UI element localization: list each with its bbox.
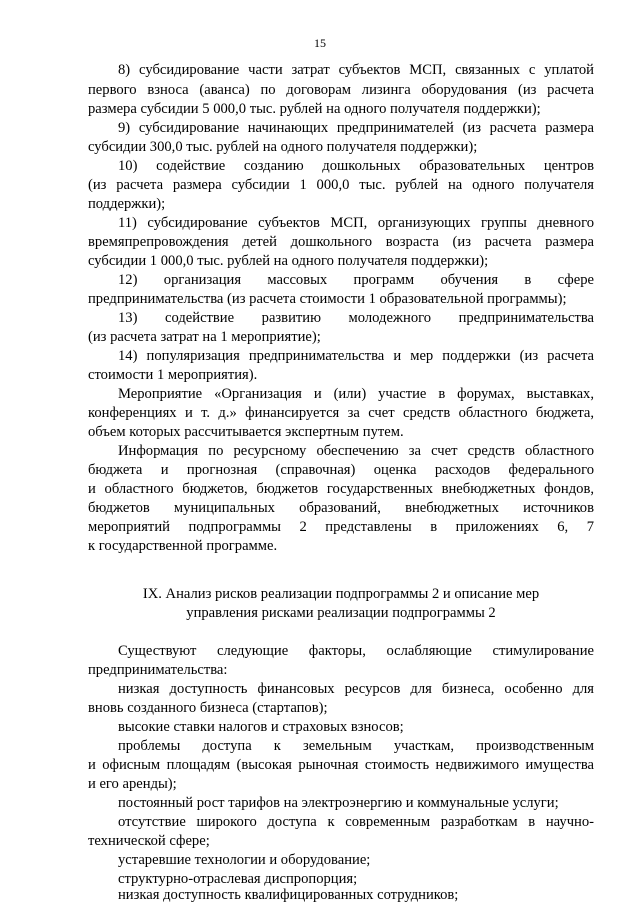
paragraph-line: высокие ставки налогов и страховых взносов; (118, 719, 404, 735)
paragraph-line: бюджетов муниципальных образований, внебюджетных источников (88, 500, 594, 516)
paragraph-line: Информация по ресурсному обеспечению за счет средств областного (118, 443, 594, 459)
paragraph-line: постоянный рост тарифов на электроэнергию и коммунальные услуги; (118, 795, 559, 811)
paragraph-line: поддержки); (88, 196, 166, 212)
section-heading: IX. Анализ рисков реализации подпрограммы 2 и описание мер (142, 586, 540, 602)
paragraph-line: проблемы доступа к земельным участкам, производственным (118, 738, 594, 754)
paragraph-line: (из расчета размера субсидии 1 000,0 тыс. рублей на одного получателя (88, 177, 594, 193)
paragraph-line: и областного бюджетов, бюджетов государственных внебюджетных фондов, (88, 481, 594, 497)
paragraph-line: 11) субсидирование субъектов МСП, организующих группы дневного (118, 215, 594, 231)
paragraph-line: Существуют следующие факторы, ослабляющие стимулирование (118, 643, 594, 659)
section-heading: управления рисками реализации подпрограммы 2 (186, 605, 496, 621)
paragraph-line: низкая доступность финансовых ресурсов для бизнеса, особенно для (118, 681, 594, 697)
paragraph-line: к государственной программе. (88, 538, 278, 554)
paragraph-line: конференциях и т. д.» финансируется за счет средств областного бюджета, (88, 405, 594, 421)
paragraph-line: предпринимательства (из расчета стоимости 1 образовательной программы); (88, 291, 567, 307)
paragraph-line: первого взноса (аванса) по договорам лизинга оборудования (из расчета (88, 82, 594, 98)
paragraph-line: времяпрепровождения детей дошкольного возраста (из расчета размера (88, 234, 594, 250)
paragraph-line: 12) организация массовых программ обучения в сфере (118, 272, 594, 288)
paragraph-line: (из расчета затрат на 1 мероприятие); (88, 329, 321, 345)
paragraph-line: структурно-отраслевая диспропорция; (118, 871, 358, 887)
paragraph-line: объем которых рассчитывается экспертным путем. (88, 424, 404, 440)
paragraph-line: и офисным площадям (высокая рыночная стоимость недвижимого имущества (88, 757, 594, 773)
page-number: 15 (314, 36, 326, 50)
paragraph-line: 10) содействие созданию дошкольных образовательных центров (118, 158, 594, 174)
paragraph-line: Мероприятие «Организация и (или) участие в форумах, выставках, (118, 386, 594, 402)
paragraph-line: размера субсидии 5 000,0 тыс. рублей на одного получателя поддержки); (88, 101, 541, 117)
paragraph-line: стоимости 1 мероприятия). (88, 367, 258, 383)
paragraph-line: субсидии 300,0 тыс. рублей на одного получателя поддержки); (88, 139, 478, 155)
paragraph-line: устаревшие технологии и оборудование; (118, 852, 371, 868)
paragraph-line: технической сфере; (88, 833, 210, 849)
paragraph-line: вновь созданного бизнеса (стартапов); (88, 700, 328, 716)
paragraph-line: отсутствие широкого доступа к современным разработкам в научно- (118, 814, 594, 830)
paragraph-line: 9) субсидирование начинающих предпринимателей (из расчета размера (118, 120, 594, 136)
paragraph-line: 13) содействие развитию молодежного предпринимательства (118, 310, 594, 326)
paragraph-line: субсидии 1 000,0 тыс. рублей на одного получателя поддержки); (88, 253, 489, 269)
paragraph-line: и его аренды); (88, 776, 177, 792)
paragraph-line: бюджета и прогнозная (справочная) оценка расходов федерального (88, 462, 594, 478)
paragraph-line: 14) популяризация предпринимательства и мер поддержки (из расчета (118, 348, 594, 364)
paragraph-line: предпринимательства: (88, 662, 228, 678)
paragraph-line: 8) субсидирование части затрат субъектов МСП, связанных с уплатой (118, 62, 594, 78)
paragraph-line: мероприятий подпрограммы 2 представлены в приложениях 6, 7 (88, 519, 594, 535)
paragraph-line: низкая доступность квалифицированных сотрудников; (118, 887, 459, 903)
